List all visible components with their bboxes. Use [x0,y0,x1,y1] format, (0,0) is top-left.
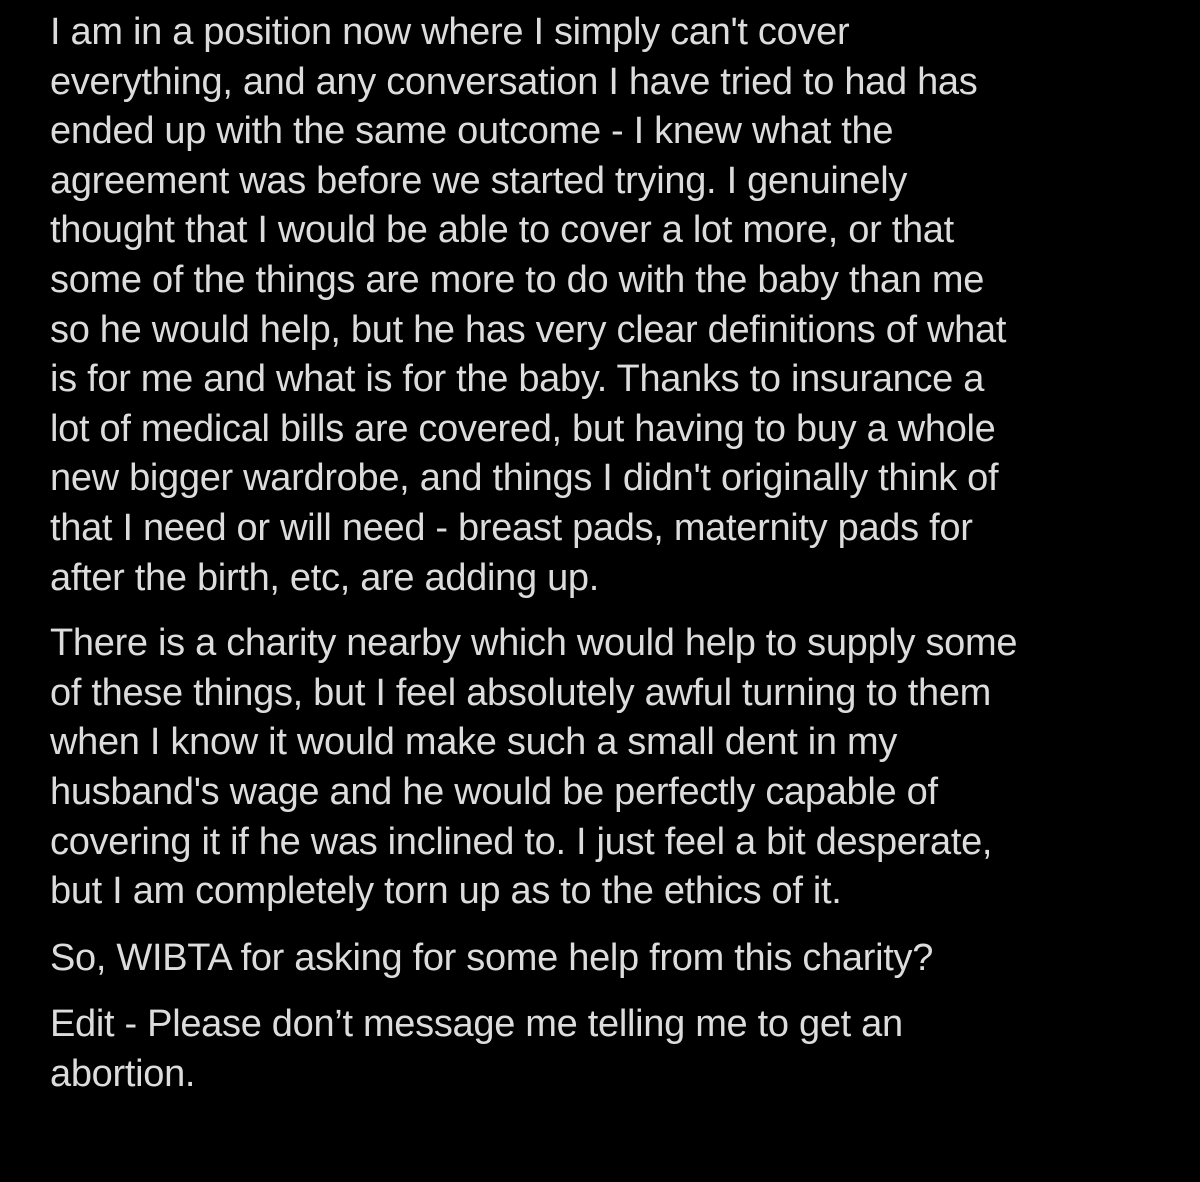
text-line: I am in a position now where I simply can't cover [50,11,850,53]
text-line: new bigger wardrobe, and things I didn't originally think of [50,457,999,500]
post-paragraph-2 [50,619,1170,917]
text-line: thought that I would be able to cover a lot more, or that [50,209,954,252]
text-line: everything, and any conversation I have tried to had has [50,60,978,103]
text-line: but I am completely torn up as to the ethics of it. [50,870,842,913]
text-line: Edit - Please don’t message me telling me to get an [50,1003,903,1046]
text-line: ended up with the same outcome - I knew what the [50,110,894,153]
text-line: when I know it would make such a small dent in my [50,721,898,764]
text-line: after the birth, etc, are adding up. [50,556,599,599]
text-line: covering it if he was inclined to. I just feel a bit desperate, [50,820,993,863]
post-body [50,8,1170,1099]
post-paragraph-3 [50,934,1170,984]
text-line: of these things, but I feel absolutely awful turning to them [50,671,992,714]
text-line: husband's wage and he would be perfectly capable of [50,770,938,813]
text-line: agreement was before we started trying. I genuinely [50,159,908,202]
text-line: There is a charity nearby which would help to supply some [50,622,1018,665]
text-line: is for me and what is for the baby. Thanks to insurance a [50,358,985,401]
text-line: So, WIBTA for asking for some help from this charity? [50,936,934,979]
text-line: lot of medical bills are covered, but having to buy a whole [50,407,996,450]
post-paragraph-1 [50,8,1170,603]
text-line: abortion. [50,1052,196,1095]
text-line: so he would help, but he has very clear definitions of what [50,308,1007,351]
post-edit-note [50,1000,1170,1099]
text-line: that I need or will need - breast pads, maternity pads for [50,506,973,549]
text-line: some of the things are more to do with the baby than me [50,258,985,301]
